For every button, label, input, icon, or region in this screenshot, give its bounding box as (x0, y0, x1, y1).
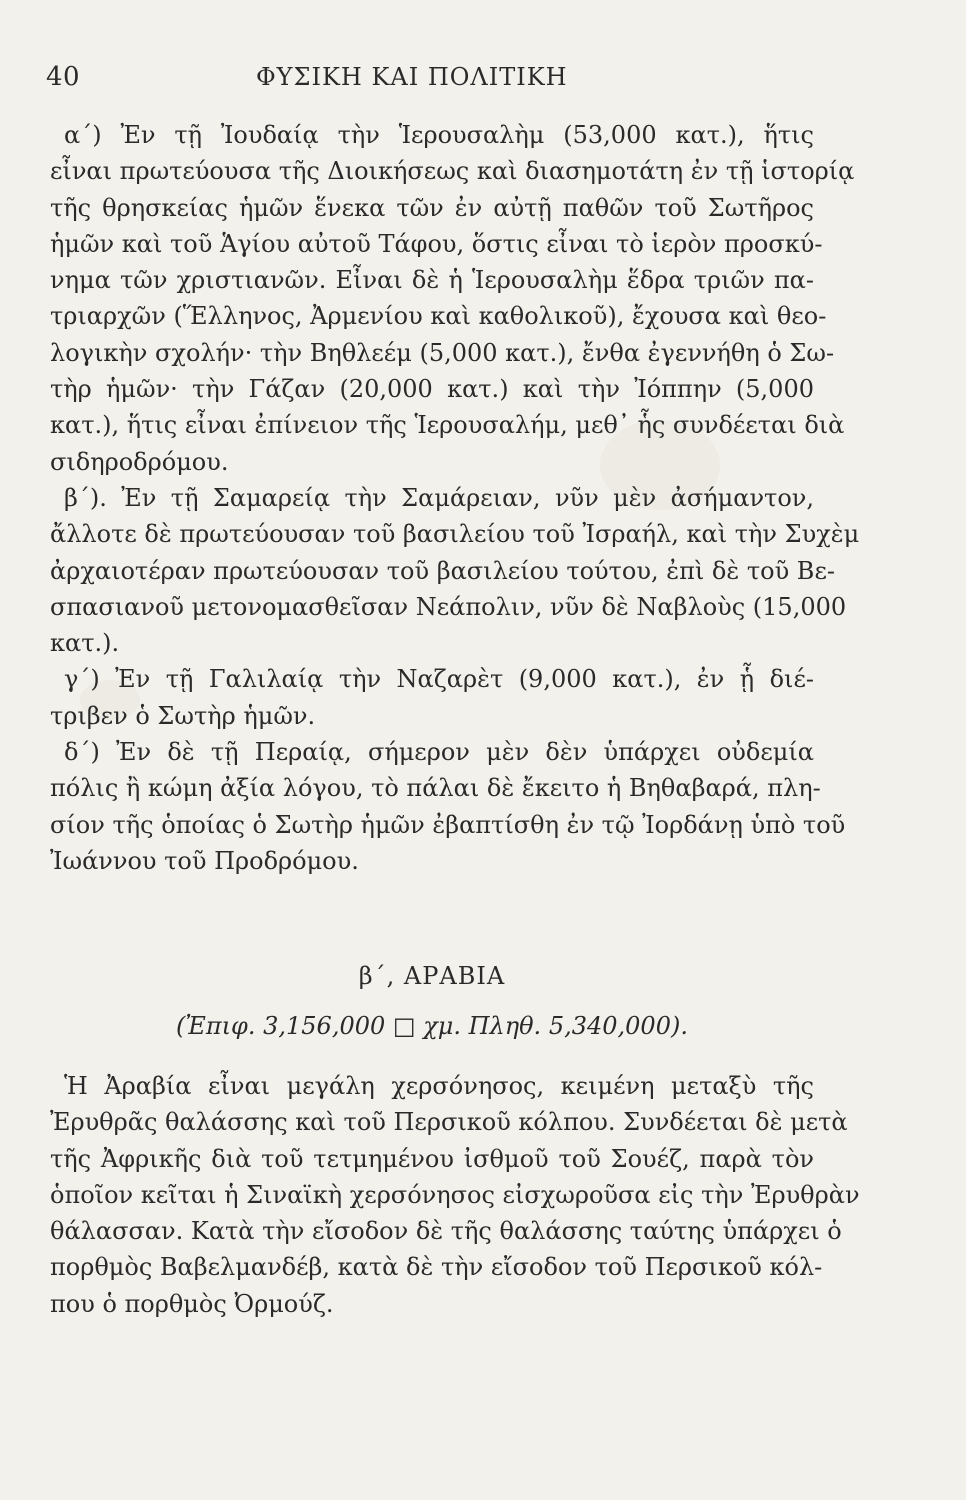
text-line: τῆς θρησκείας ἡμῶν ἕνεκα τῶν ἐν αὐτῇ παθῶν τοῦ Σωτῆρος (50, 193, 814, 222)
text-line: α΄) Ἐν τῇ Ἰουδαίᾳ τὴν Ἱερουσαλὴμ (53,000 κατ.), ἥτις (64, 121, 814, 149)
text-line: ἄλλοτε δὲ πρωτεύουσαν τοῦ βασιλείου τοῦ Ἰσραήλ, καὶ τὴν Συχὲμ (50, 520, 860, 549)
text-line: θάλασσαν. Κατὰ τὴν εἴσοδον δὲ τῆς θαλάσσης ταύτης ὑπάρχει ὁ (50, 1217, 842, 1246)
text-line: σπασιανοῦ μετονομασθεῖσαν Νεάπολιν, νῦν δὲ Ναβλοὺς (15,000 (50, 592, 847, 621)
running-title: ΦΥΣΙΚΗ ΚΑΙ ΠΟΛΙΤΙΚΗ (256, 63, 568, 91)
text-line: πορθμὸς Βαβελμανδέβ, κατὰ δὲ τὴν εἴσοδον τοῦ Περσικοῦ κόλ- (50, 1253, 823, 1282)
text-line: γ΄) Ἐν τῇ Γαλιλαίᾳ τὴν Ναζαρὲτ (9,000 κατ.), ἐν ᾗ διέ- (64, 665, 814, 694)
page-header (46, 62, 826, 96)
text-line: σίον τῆς ὁποίας ὁ Σωτὴρ ἡμῶν ἐβαπτίσθη ἐν τῷ Ἰορδάνῃ ὑπὸ τοῦ (50, 810, 846, 839)
text-line: Ἡ Ἀραβία εἶναι μεγάλη χερσόνησος, κειμένη μεταξὺ τῆς (64, 1072, 814, 1100)
text-line: β΄). Ἐν τῇ Σαμαρείᾳ τὴν Σαμάρειαν, νῦν μὲν ἀσήμαντον, (64, 483, 814, 512)
text-line: νημα τῶν χριστιανῶν. Εἶναι δὲ ἡ Ἱερουσαλὴμ ἕδρα τριῶν πα- (50, 266, 814, 295)
text-line: Ἐρυθρᾶς θαλάσσης καὶ τοῦ Περσικοῦ κόλπου. Συνδέεται δὲ μετὰ (50, 1108, 848, 1137)
body-text-arabia (50, 1068, 860, 1322)
text-line: δ΄) Ἐν δὲ τῇ Περαίᾳ, σήμερον μὲν δὲν ὑπάρχει οὐδεμία (64, 738, 814, 767)
text-line: ἀρχαιοτέραν πρωτεύουσαν τοῦ βασιλείου τούτου, ἐπὶ δὲ τοῦ Βε- (50, 556, 835, 585)
text-line: πόλις ἢ κώμη ἀξία λόγου, τὸ πάλαι δὲ ἔκειτο ἡ Βηθαβαρά, πλη- (50, 774, 821, 803)
text-line: σιδηροδρόμου. (50, 447, 229, 476)
text-line: ἡμῶν καὶ τοῦ Ἁγίου αὐτοῦ Τάφου, ὅστις εἶναι τὸ ἱερὸν προσκύ- (50, 229, 823, 258)
section-stats: (Ἐπιφ. 3,156,000 □ χμ. Πληθ. 5,340,000). (176, 1012, 688, 1040)
text-line: κατ.), ἥτις εἶναι ἐπίνειον τῆς Ἱερουσαλήμ, μεθ᾽ ἧς συνδέεται διὰ (50, 411, 845, 440)
section-heading: β΄, ΑΡΑΒΙΑ (358, 962, 506, 990)
text-line: τριβεν ὁ Σωτὴρ ἡμῶν. (50, 701, 316, 730)
text-line: που ὁ πορθμὸς Ὀρμούζ. (50, 1289, 334, 1318)
text-line: τῆς Ἀφρικῆς διὰ τοῦ τετμημένου ἰσθμοῦ τοῦ Σουέζ, παρὰ τὸν (50, 1144, 814, 1173)
body-text (50, 117, 860, 879)
text-line: λογικὴν σχολήν· τὴν Βηθλεέμ (5,000 κατ.), ἔνθα ἐγεννήθη ὁ Σω- (50, 338, 835, 367)
text-line: τὴρ ἡμῶν· τὴν Γάζαν (20,000 κατ.) καὶ τὴν Ἰόππην (5,000 (50, 375, 814, 404)
text-line: ὁποῖον κεῖται ἡ Σιναϊκὴ χερσόνησος εἰσχωροῦσα εἰς τὴν Ἐρυθρὰν (50, 1180, 860, 1209)
text-line: εἶναι πρωτεύουσα τῆς Διοικήσεως καὶ διασημοτάτη ἐν τῇ ἱστορίᾳ (50, 157, 855, 186)
text-line: Ἰωάννου τοῦ Προδρόμου. (50, 846, 359, 875)
text-line: κατ.). (50, 629, 120, 658)
page-number: 40 (46, 62, 81, 92)
text-line: τριαρχῶν (Ἕλληνος, Ἀρμενίου καὶ καθολικοῦ), ἔχουσα καὶ θεο- (50, 302, 827, 331)
